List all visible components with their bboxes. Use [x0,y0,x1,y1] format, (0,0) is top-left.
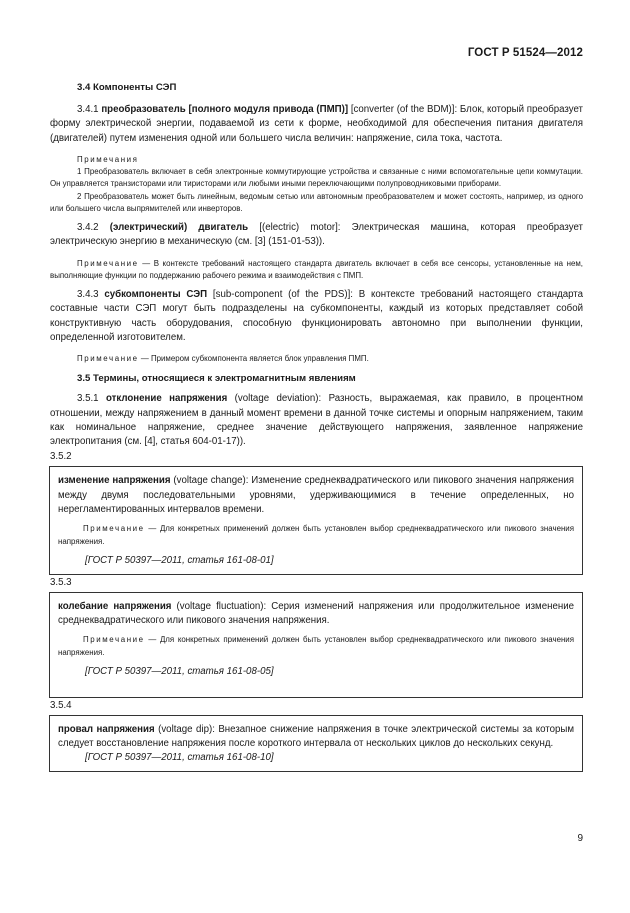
note-3-5-3 [58,634,574,658]
term-3-5-3 [58,600,574,629]
note-label: Примечание [83,635,145,645]
note-3-5-2 [58,523,574,547]
term-3-5-4 [58,723,574,752]
term-number: 3.4.2 [77,221,99,233]
term-name: колебание напряжения [58,600,172,612]
term-definition: (voltage dip): Внезапное снижение напряжения в точке электрической системы за которым следует восстановление напряжения после короткого интервала от нескольких циклов до нескольких секунд. [58,723,574,750]
term-name: субкомпоненты СЭП [104,288,208,300]
notes-label: Примечания [77,154,139,164]
note-label: Примечание [83,524,145,534]
term-box-3-5-3 [49,592,583,698]
note-3-4-3 [50,353,583,365]
term-name: преобразователь [полного модуля привода (ПМП)] [101,104,349,115]
note-text: — Примером субкомпонента является блок управления ПМП. [138,354,369,364]
section-heading-3-4: 3.4 Компоненты СЭП [77,82,177,93]
note-2: 2 Преобразователь может быть линейным, ведомым сетью или автономным преобразователем и может состоять, например, из одного или большего числа выпрямителей или инверторов. [50,191,583,213]
term-name: отклонение напряжения [105,393,228,405]
term-number-3-5-2: 3.5.2 [50,451,72,463]
term-box-3-5-2 [49,466,583,574]
term-number-3-5-4: 3.5.4 [50,699,72,711]
note-text: — Для конкретных применений должен быть установлен выбор среднеквадратического или пикового значения напряжения. [58,635,574,657]
term-definition: (voltage change): Изменение среднеквадратического или пикового значения напряжения между двумя последовательными уровнями, удерживающимися в течение определенных, но нерегламентированных интервалов времени. [58,475,575,516]
term-definition: (voltage deviation): Разность, выражаемая, как правило, в процентном отношении, между напряжением в данный момент времени в данной точке системы и опорным напряжением, таким как номинальное напряжение, среднее значение действующего напряжения, заявленное напряжение электропитания (см. [4], статья 604-01-17)). [50,393,583,448]
note-label: Примечание [77,258,139,268]
term-3-4-3 [50,288,583,345]
note-1: 1 Преобразователь включает в себя электронные коммутирующие устройства и связанные с ними вспомогательные цепи коммутации. Он управляется транзисторами или тиристорами или любыми иными переключающими полупроводниковыми приборами. [50,167,583,189]
page-number: 9 [577,833,583,844]
term-definition: [(electric) motor]: Электрическая машина, которая преобразует электрическую энергию в механическую (см. [3] (151-01-53)). [50,221,583,248]
section-heading-3-5: 3.5 Термины, относящиеся к электромагнитным явлениям [77,373,356,385]
note-text: — Для конкретных применений должен быть установлен выбор среднеквадратического или пикового значения напряжения. [58,524,574,546]
term-box-3-5-4 [49,715,583,773]
page-content [50,82,583,772]
term-number-3-5-3: 3.5.3 [50,576,72,588]
reference-3-5-4: [ГОСТ Р 50397—2011, статья 161-08-10] [85,752,274,764]
term-name: (электрический) двигатель [109,221,249,233]
term-number: 3.5.1 [77,393,99,405]
term-3-4-1 [50,103,583,146]
term-3-5-1 [50,392,583,449]
term-3-4-2 [50,221,583,250]
term-number: 3.4.1 [77,104,99,115]
note-3-4-2 [50,258,583,282]
term-definition: [converter (of the BDM)]: Блок, который преобразует форму электрической энергии, подаваемой из сети к форме, необходимой для обеспечения питания двигателя (двигателей) путем изменения одной или большего числа величин: напряжение, сила тока, частота. [50,104,583,144]
term-name: провал напряжения [58,723,155,735]
term-number: 3.4.3 [77,288,99,300]
term-definition: [sub-component (of the PDS)]: В контексте требований настоящего стандарта составные части СЭП могут быть подразделены на субкомпоненты, каждый из которых представляет собой конструктивную часть оборудования, способную функционировать автономно при выполнении функции, определенной изготовителем. [50,288,583,343]
term-name: изменение напряжения [58,475,171,487]
term-3-5-2 [58,474,574,517]
note-label: Примечание [77,354,139,364]
note-text: — В контексте требований настоящего стандарта двигатель включает в себя все сенсоры, установленные на нем, выполняющие функции по поддержанию рабочего режима и взаимодействия с ПМП. [50,258,583,280]
term-definition: (voltage fluctuation): Серия изменений напряжения или продолжительное изменение среднеквадратического или пикового значения напряжения. [58,600,574,627]
reference-3-5-2: [ГОСТ Р 50397—2011, статья 161-08-01] [85,554,274,566]
reference-3-5-3: [ГОСТ Р 50397—2011, статья 161-08-05] [85,665,274,677]
standard-header: ГОСТ Р 51524—2012 [467,47,583,59]
